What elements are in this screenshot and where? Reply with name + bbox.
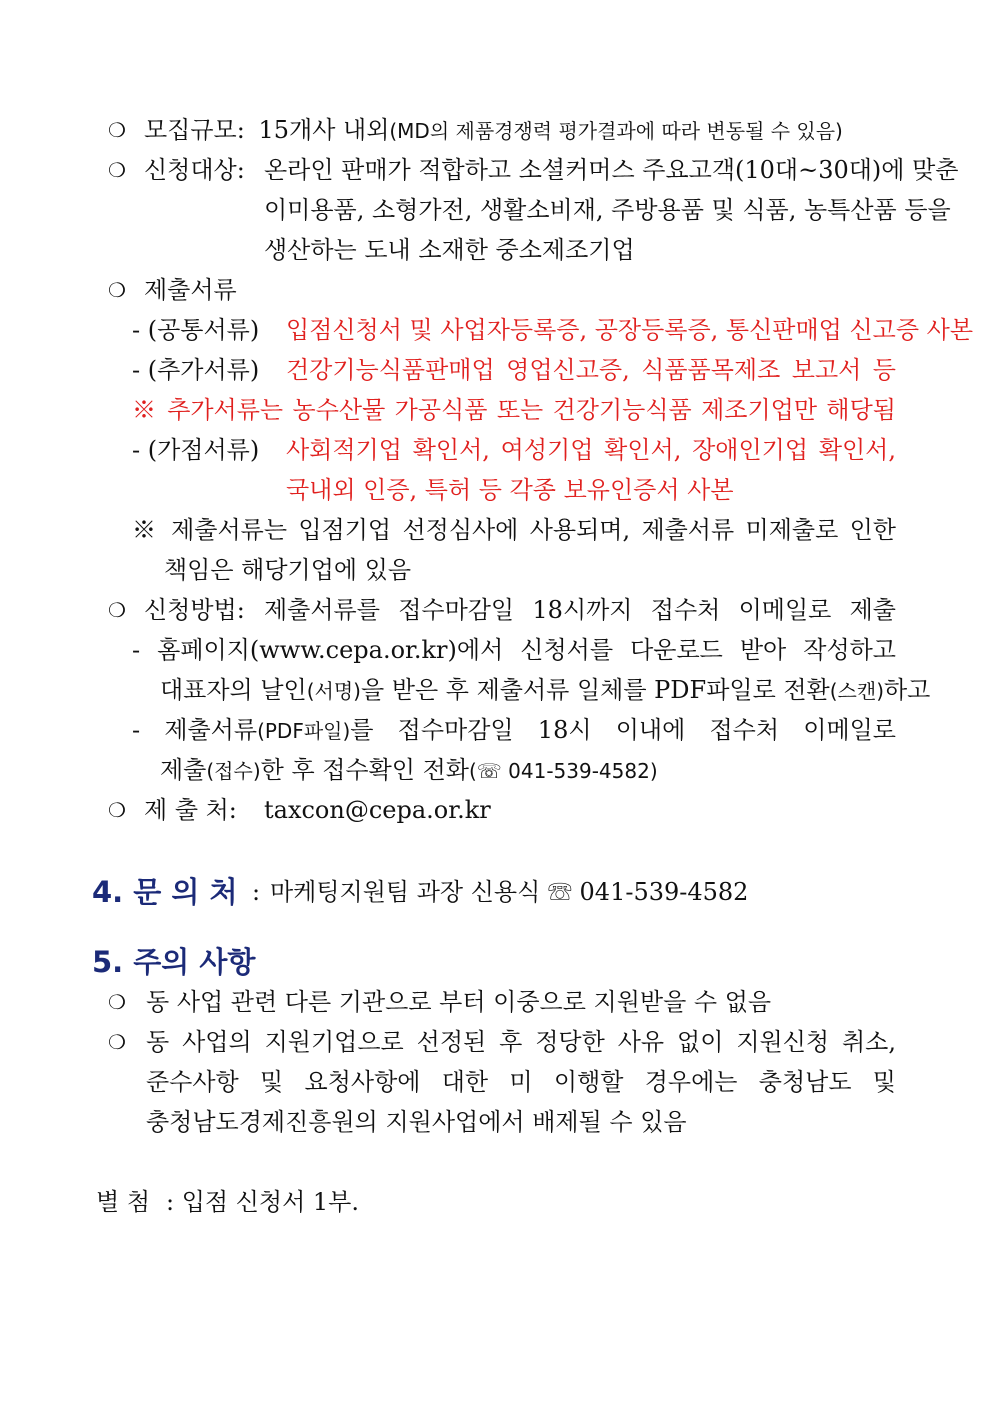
caution-item-1: 동 사업 관련 다른 기관으로 부터 이중으로 지원받을 수 없음 xyxy=(146,988,772,1016)
common-docs-text: 입점신청서 및 사업자등록증, 공장등록증, 통신판매업 신고증 사본 xyxy=(286,316,973,344)
bullet-icon: ❍ xyxy=(108,278,126,302)
attachment-text: : 입점 신청서 1부. xyxy=(166,1188,359,1216)
method-item1-line-1: - 홈페이지(www.cepa.or.kr)에서 신청서를 다운로드 받아 작성하고 xyxy=(132,636,896,664)
method-item2-text-a: - 제출서류 xyxy=(132,716,258,744)
method-item2-text-c: 를 접수마감일 18시 이내에 접수처 이메일로 xyxy=(350,716,896,744)
caution-item-2-line-3: 충청남도경제진흥원의 지원사업에서 배제될 수 있음 xyxy=(146,1108,687,1136)
method-label: 신청방법: xyxy=(144,596,245,624)
caution-heading: 5. 주의 사항 xyxy=(92,945,256,979)
extra-docs-note: ※ 추가서류는 농수산물 가공식품 또는 건강기능식품 제조기업만 해당됨 xyxy=(132,396,896,424)
submit-email[interactable]: taxcon@cepa.or.kr xyxy=(264,796,491,824)
target-line-2: 이미용품, 소형가전, 생활소비재, 주방용품 및 식품, 농특산품 등을 xyxy=(264,196,951,224)
documents-notice-line-1: ※ 제출서류는 입점기업 선정심사에 사용되며, 제출서류 미제출로 인한 xyxy=(132,516,896,544)
submit-to-label: 제 출 처: xyxy=(144,796,237,824)
method-item1-text-a: 대표자의 날인 xyxy=(160,676,307,704)
method-item1-text-b: (서명) xyxy=(306,679,361,703)
method-item2-text-b2: (접수) xyxy=(206,759,261,783)
common-docs-label: - (공통서류) xyxy=(132,316,260,344)
attachment-label: 별 첨 xyxy=(96,1188,150,1216)
caution-item-2-line-2: 준수사항 및 요청사항에 대한 미 이행할 경우에는 충청남도 및 xyxy=(146,1068,896,1096)
method-item1-text-d: (스캔) xyxy=(829,679,884,703)
bullet-icon: ❍ xyxy=(108,158,126,182)
method-item1-text-e: 하고 xyxy=(884,676,931,704)
contact-heading: 4. 문 의 처 xyxy=(92,875,238,909)
extra-docs-label: - (추가서류) xyxy=(132,356,260,384)
method-item2-text-c2: 한 후 접수확인 전화 xyxy=(260,756,469,784)
caution-item-2-line-1: 동 사업의 지원기업으로 선정된 후 정당한 사유 없이 지원신청 취소, xyxy=(146,1028,896,1056)
bullet-icon: ❍ xyxy=(108,1030,126,1054)
recruit-note: (MD의 제품경쟁력 평가결과에 따라 변동될 수 있음) xyxy=(389,119,843,143)
contact-text: 마케팅지원팀 과장 신용식 ☏ 041-539-4582 xyxy=(270,878,749,906)
method-item2-text-a2: 제출 xyxy=(160,756,207,784)
bullet-icon: ❍ xyxy=(108,990,126,1014)
bullet-icon: ❍ xyxy=(108,118,126,142)
documents-label: 제출서류 xyxy=(144,276,237,304)
recruit-row xyxy=(144,114,843,147)
recruit-label: 모집규모: xyxy=(144,116,245,144)
bullet-icon: ❍ xyxy=(108,798,126,822)
target-label: 신청대상: xyxy=(144,156,245,184)
recruit-text: 15개사 내외 xyxy=(258,116,390,144)
method-item2-line-2 xyxy=(160,754,658,787)
target-line-3: 생산하는 도내 소재한 중소제조기업 xyxy=(264,236,635,264)
target-line-1: 온라인 판매가 적합하고 소셜커머스 주요고객(10대~30대)에 맞춘 xyxy=(264,156,959,184)
documents-notice-line-2: 책임은 해당기업에 있음 xyxy=(164,556,412,584)
extra-docs-text: 건강기능식품판매업 영업신고증, 식품품목제조 보고서 등 xyxy=(286,356,896,384)
method-item2-line-1 xyxy=(132,714,896,747)
phone-number: (☏ 041-539-4582) xyxy=(468,759,658,783)
method-text: 제출서류를 접수마감일 18시까지 접수처 이메일로 제출 xyxy=(264,596,896,624)
method-item1-line-2 xyxy=(160,674,930,707)
method-item2-text-b: (PDF파일) xyxy=(257,719,351,743)
bullet-icon: ❍ xyxy=(108,598,126,622)
method-item1-text-c: 을 받은 후 제출서류 일체를 PDF파일로 전환 xyxy=(360,676,830,704)
bonus-docs-line-1: 사회적기업 확인서, 여성기업 확인서, 장애인기업 확인서, xyxy=(286,436,896,464)
contact-colon: : xyxy=(252,878,261,906)
bonus-docs-line-2: 국내외 인증, 특허 등 각종 보유인증서 사본 xyxy=(286,476,734,504)
bonus-docs-label: - (가점서류) xyxy=(132,436,260,464)
